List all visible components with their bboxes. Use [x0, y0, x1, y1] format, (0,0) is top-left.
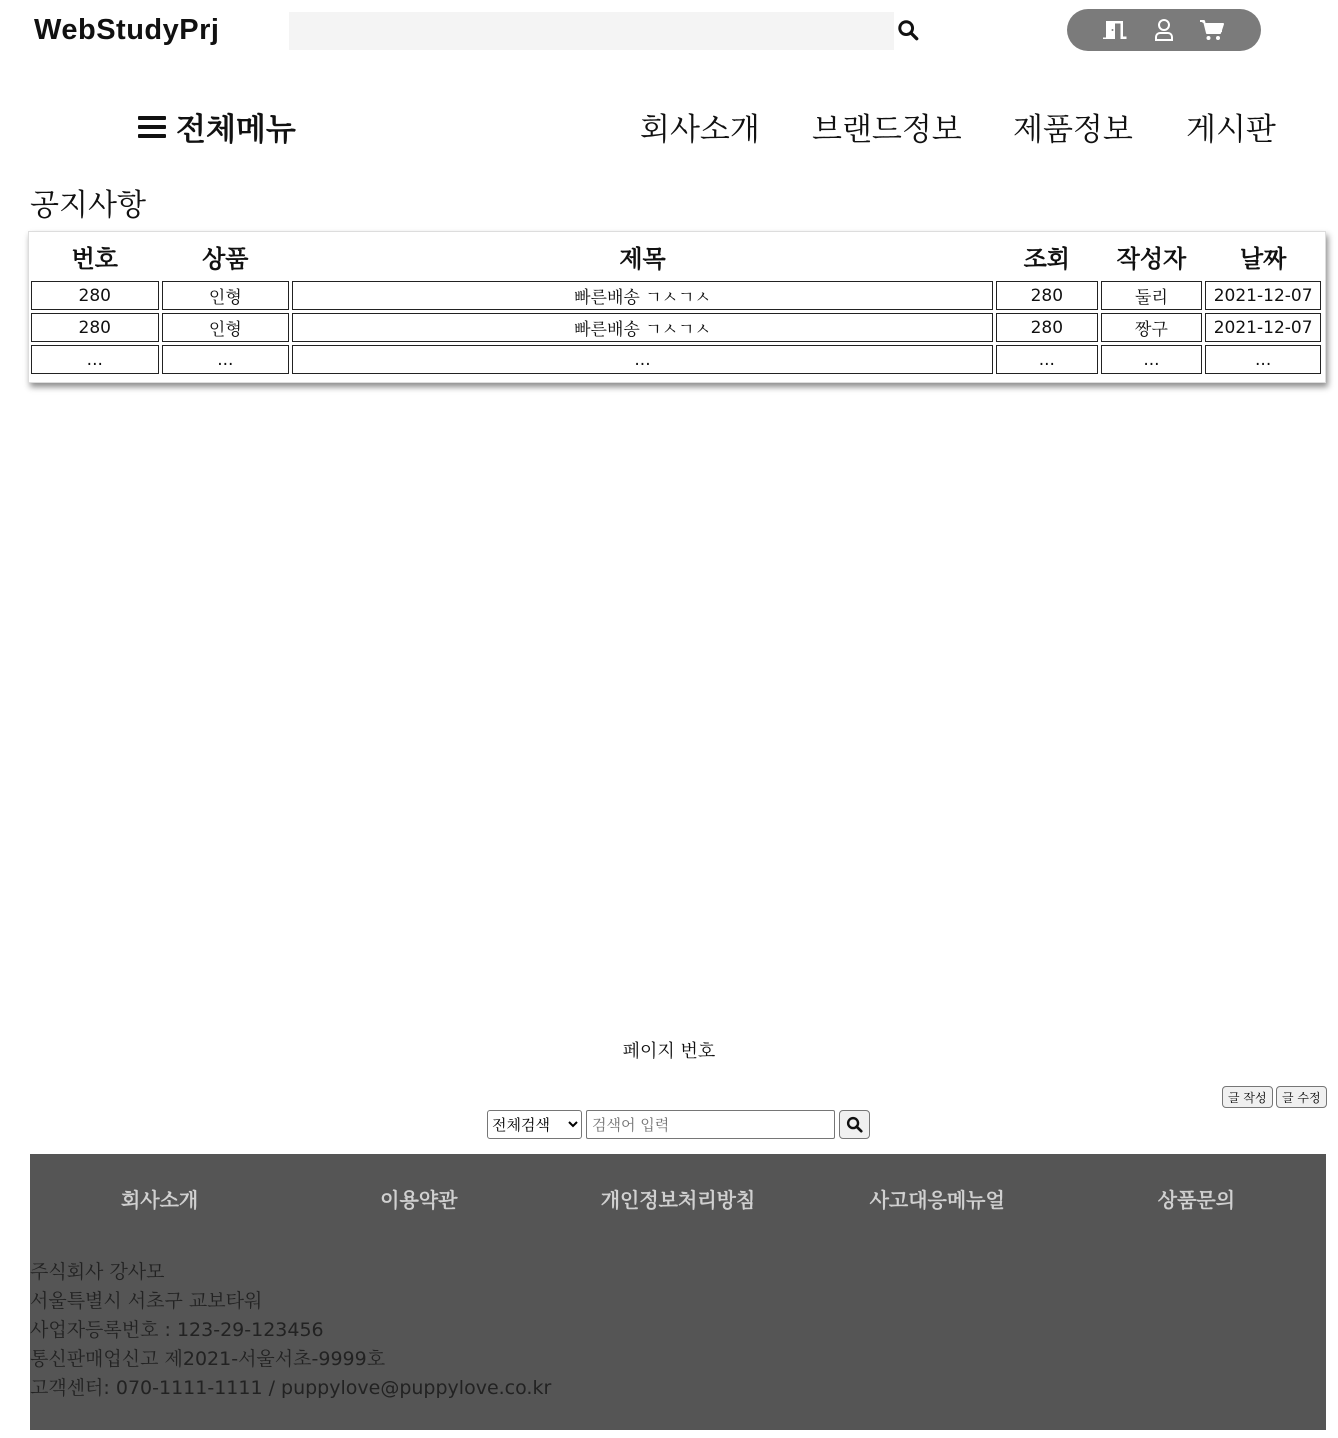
logout-button[interactable]	[1103, 17, 1129, 43]
footer-customer-center: 고객센터: 070-1111-1111 / puppylove@puppylove.co.kr	[30, 1377, 552, 1399]
cell-product: ...	[162, 345, 290, 374]
nav-board[interactable]: 게시판	[1186, 112, 1276, 148]
footer-company-info	[30, 1258, 551, 1403]
logout-door-icon	[1103, 18, 1129, 42]
cell-views: 280	[996, 281, 1098, 310]
user-utility-bar	[1067, 9, 1261, 51]
hamburger-icon	[138, 114, 166, 140]
footer-business-number: 사업자등록번호 : 123-29-123456	[30, 1319, 324, 1341]
header-search-input[interactable]	[289, 12, 894, 50]
table-row[interactable]	[31, 281, 1321, 310]
all-menu-label: 전체메뉴	[176, 112, 296, 148]
mypage-button[interactable]	[1151, 17, 1177, 43]
cart-icon	[1199, 18, 1225, 42]
footer-link-privacy[interactable]: 개인정보처리방침	[600, 1188, 756, 1212]
cell-author: ...	[1101, 345, 1203, 374]
cell-title[interactable]: ...	[292, 345, 993, 374]
cell-author: 둘리	[1101, 281, 1203, 310]
footer-company-name: 주식회사 강사모	[30, 1261, 165, 1283]
footer-link-product-inquiry[interactable]: 상품문의	[1157, 1188, 1236, 1212]
footer-link-terms[interactable]: 이용약관	[380, 1188, 458, 1212]
search-scope-select[interactable]	[487, 1110, 582, 1139]
all-menu-button[interactable]	[138, 104, 296, 149]
notice-table-container	[28, 231, 1326, 383]
col-header-author: 작성자	[1116, 244, 1187, 273]
cell-title[interactable]: 빠른배송 ㄱㅅㄱㅅ	[292, 281, 993, 310]
pagination[interactable]: 페이지 번호	[622, 1041, 716, 1062]
site-logo[interactable]: WebStudyPrj	[34, 14, 220, 46]
cell-date: ...	[1205, 345, 1321, 374]
header-search-button[interactable]	[896, 18, 920, 44]
board-search-bar	[487, 1110, 870, 1139]
board-search-button[interactable]	[839, 1110, 870, 1139]
user-icon	[1153, 18, 1175, 42]
write-post-button[interactable]: 글 작성	[1222, 1086, 1273, 1108]
cell-number: 280	[31, 281, 159, 310]
footer-links	[30, 1184, 1326, 1213]
footer-ecommerce-registration: 통신판매업신고 제2021-서울서초-9999호	[30, 1348, 386, 1370]
nav-company[interactable]: 회사소개	[640, 112, 760, 148]
search-icon	[897, 19, 919, 41]
cell-number: ...	[31, 345, 159, 374]
col-header-number: 번호	[71, 244, 118, 273]
cell-author: 짱구	[1101, 313, 1203, 342]
site-footer	[30, 1154, 1326, 1430]
nav-brand[interactable]: 브랜드정보	[812, 112, 962, 148]
cell-number: 280	[31, 313, 159, 342]
footer-address: 서울특별시 서초구 교보타워	[30, 1290, 263, 1312]
footer-link-incident-manual[interactable]: 사고대응메뉴얼	[869, 1188, 1005, 1212]
cell-product: 인형	[162, 281, 290, 310]
cart-button[interactable]	[1199, 17, 1225, 43]
cell-product: 인형	[162, 313, 290, 342]
col-header-product: 상품	[202, 244, 249, 273]
cell-views: ...	[996, 345, 1098, 374]
table-row[interactable]	[31, 345, 1321, 374]
footer-link-company[interactable]: 회사소개	[120, 1188, 199, 1212]
notice-table	[28, 231, 1324, 377]
table-row[interactable]	[31, 313, 1321, 342]
cell-views: 280	[996, 313, 1098, 342]
table-header-row	[31, 234, 1321, 278]
edit-post-button[interactable]: 글 수정	[1276, 1086, 1327, 1108]
nav-products[interactable]: 제품정보	[1013, 112, 1133, 148]
search-icon	[846, 1116, 863, 1133]
cell-date: 2021-12-07	[1205, 281, 1321, 310]
col-header-date: 날짜	[1239, 244, 1287, 273]
cell-date: 2021-12-07	[1205, 313, 1321, 342]
board-search-input[interactable]	[586, 1110, 835, 1139]
cell-title[interactable]: 빠른배송 ㄱㅅㄱㅅ	[292, 313, 993, 342]
col-header-views: 조회	[1023, 244, 1070, 273]
page-title: 공지사항	[30, 188, 146, 223]
col-header-title: 제목	[619, 244, 666, 273]
